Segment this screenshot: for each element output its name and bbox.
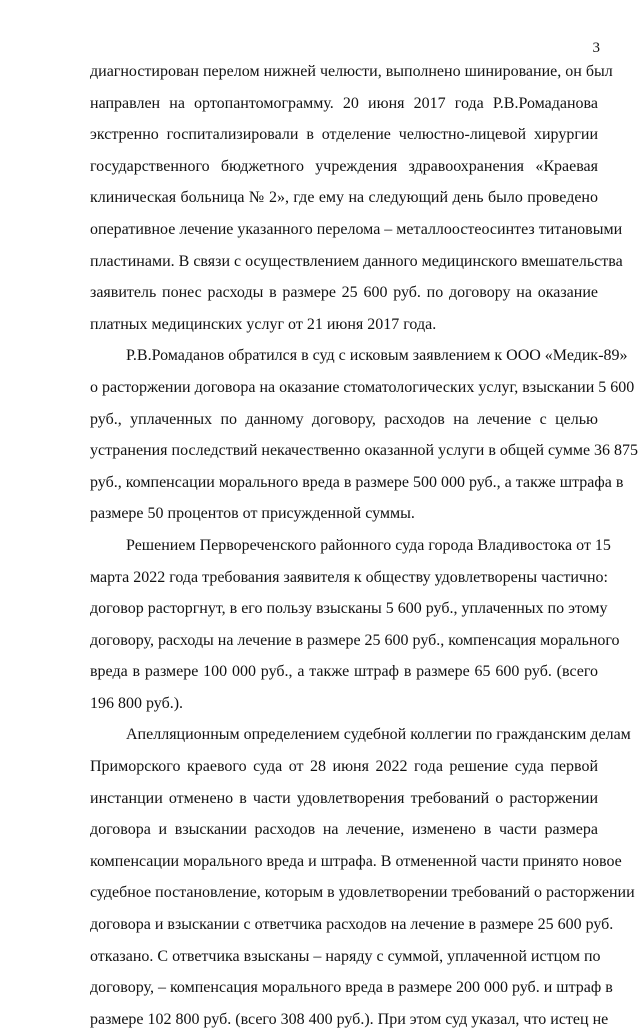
text-line: размере 102 800 руб. (всего 308 400 руб.). При этом суд указал, что истец не [90,1010,609,1028]
text-line: о расторжении договора на оказание стоматологических услуг, взыскании 5 600 [90,378,635,396]
text-line: платных медицинских услуг от 21 июня 2017 года. [90,315,437,333]
text-line: направлен на ортопантомограмму. 20 июня 2017 года Р.В.Ромаданова [90,94,598,112]
text-line: государственного бюджетного учреждения здравоохранения «Краевая [90,157,598,175]
text-line: компенсации морального вреда и штрафа. В отмененной части принято новое [90,852,622,870]
text-line: клиническая больница № 2», где ему на следующий день было проведено [90,189,598,207]
text-line: Р.В.Ромаданов обратился в суд с исковым заявлением к ООО «Медик-89» [126,347,628,365]
text-line: марта 2022 года требования заявителя к обществу удовлетворены частично: [90,568,608,586]
paragraph [90,719,635,1035]
text-line: договору, расходы на лечение в размере 25 600 руб., компенсация морального [90,631,620,649]
text-line: Апелляционным определением судебной коллегии по гражданским делам [126,726,631,744]
paragraph [90,530,620,720]
text-line: договора и взыскании расходов на лечение, изменено в части размера [90,821,598,839]
text-line: отказано. С ответчика взысканы – наряду с суммой, уплаченной истцом по [90,947,601,965]
text-line: размере 50 процентов от присужденной суммы. [90,505,415,523]
text-line: вреда в размере 100 000 руб., а также штраф в размере 65 600 руб. (всего [90,663,598,681]
text-line: судебное постановление, которым в удовлетворении требований о расторжении [90,884,635,902]
text-line: Приморского краевого суда от 28 июня 2022 года решение суда первой [90,758,598,776]
text-line: оперативное лечение указанного перелома – металлоостеосинтез титановыми [90,220,623,238]
text-line: диагностирован перелом нижней челюсти, выполнено шинирование, он был [90,63,613,80]
text-line: экстренно госпитализировали в отделение челюстно-лицевой хирургии [90,126,598,144]
text-line: пластинами. В связи с осуществлением данного медицинского вмешательства [90,252,623,270]
text-line: устранения последствий некачественно оказанной услуги в общей сумме 36 875 [90,442,639,460]
text-line: договору, – компенсация морального вреда в размере 200 000 руб. и штраф в [90,979,613,997]
document-body [90,56,639,1035]
text-line: руб., уплаченных по данному договору, расходов на лечение с целью [90,410,598,428]
text-line: инстанции отменено в части удовлетворения требований о расторжении [90,789,598,807]
page-number: 3 [592,40,600,56]
paragraph [90,56,623,340]
text-line: руб., компенсации морального вреда в размере 500 000 руб., а также штрафа в [90,473,624,491]
text-line: 196 800 руб.). [90,694,184,712]
text-line: договора и взыскании с ответчика расходов на лечение в размере 25 600 руб. [90,916,614,934]
text-line: договор расторгнут, в его пользу взысканы 5 600 руб., уплаченных по этому [90,600,608,618]
text-line: заявитель понес расходы в размере 25 600 руб. по договору на оказание [90,284,598,302]
paragraph [90,340,639,530]
text-line: Решением Первореченского районного суда города Владивостока от 15 [126,536,611,554]
